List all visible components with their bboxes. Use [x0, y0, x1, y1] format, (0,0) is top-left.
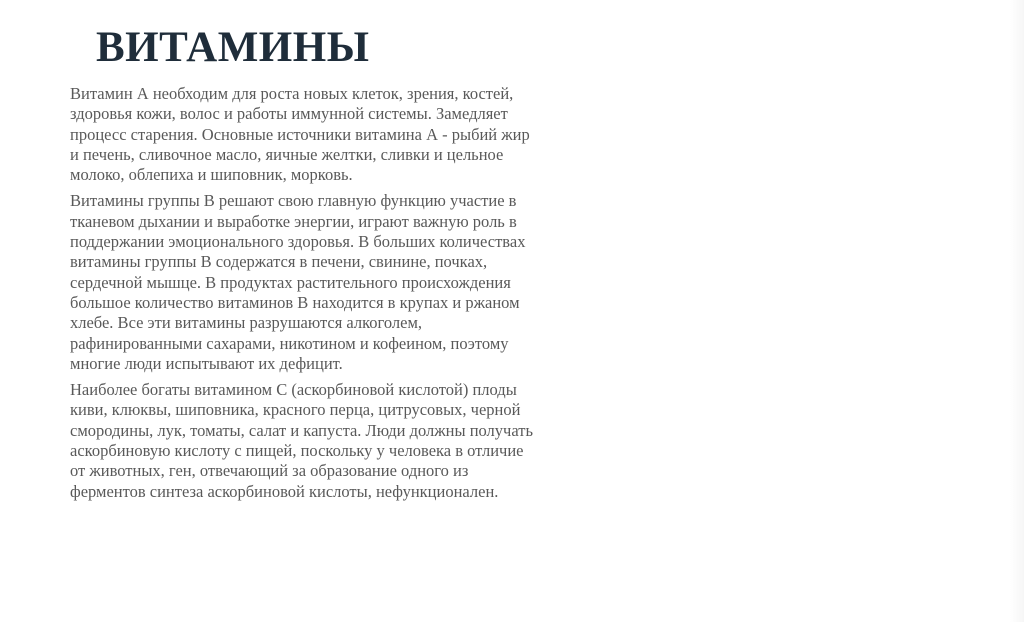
slide-title: ВИТАМИНЫ — [96, 24, 370, 71]
paragraph-vitamin-b: Витамины группы В решают свою главную функцию участие в тканевом дыхании и выработке энергии, играют важную роль в поддержании эмоционального здоровья. В больших количествах витамины группы В содержатся в печени, свинине, почках, сердечной мышце. В продуктах растительного происхождения большое количество витаминов В находится в крупах и ржаном хлебе. Все эти витамины разрушаются алкоголем, рафинированными сахарами, никотином и кофеином, поэтому многие люди испытывают их дефицит. — [70, 191, 526, 373]
slide-edge-shadow — [1010, 0, 1024, 622]
slide-body — [70, 84, 540, 508]
paragraph-vitamin-c: Наиболее богаты витамином С (аскорбиновой кислотой) плоды киви, клюквы, шиповника, красного перца, цитрусовых, черной смородины, лук, томаты, салат и капуста. Люди должны получать аскорбиновую кислоту с пищей, поскольку у человека в отличие от животных, ген, отвечающий за образование одного из ферментов синтеза аскорбиновой кислоты, нефункционален. — [70, 380, 533, 501]
paragraph-vitamin-a: Витамин А необходим для роста новых клеток, зрения, костей, здоровья кожи, волос и работы иммунной системы. Замедляет процесс старения. Основные источники витамина А - рыбий жир и печень, сливочное масло, яичные желтки, сливки и цельное молоко, облепиха и шиповник, морковь. — [70, 84, 530, 185]
